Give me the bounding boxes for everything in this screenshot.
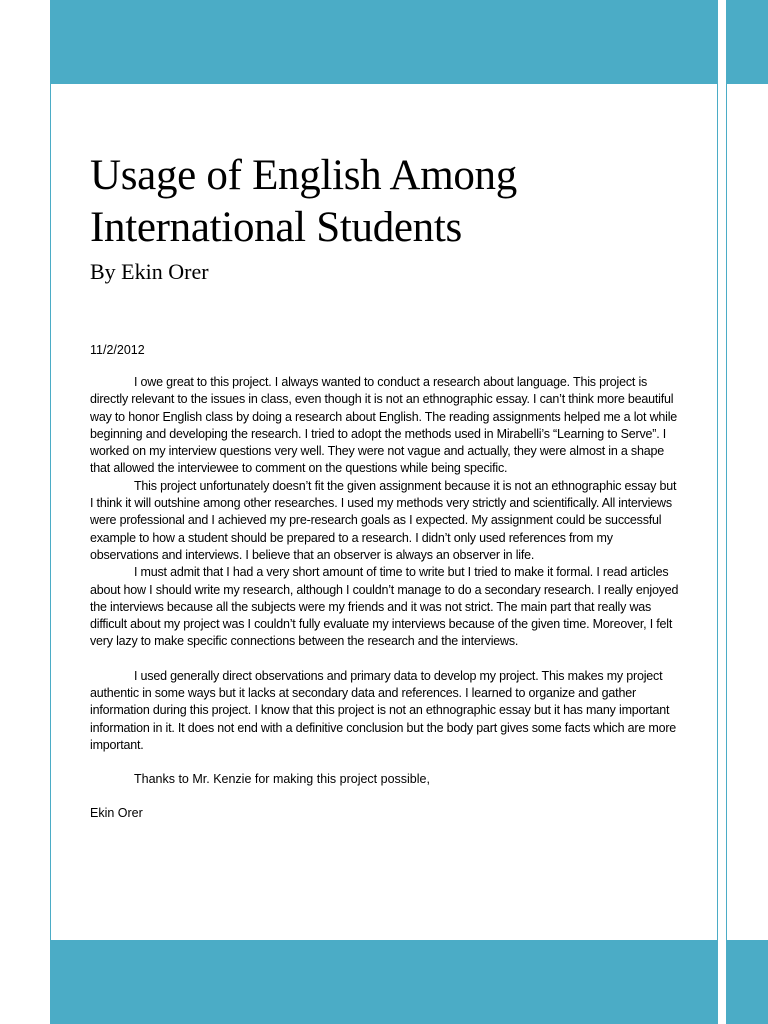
footer-band: [50, 940, 718, 1024]
document-date: 11/2/2012: [90, 343, 145, 357]
footer-band-side: [726, 940, 768, 1024]
document-body: [90, 374, 680, 754]
signature: Ekin Orer: [90, 806, 143, 821]
acknowledgement: Thanks to Mr. Kenzie for making this project possible,: [134, 772, 430, 787]
paragraph: I used generally direct observations and primary data to develop my project. This makes my project authentic in some ways but it lacks at secondary data and references. I learned to organize and gather information during this project. I know that this project is not an ethnographic essay but it has many important information in it. It does not end with a definitive conclusion but the body part gives some facts which are more important.: [90, 668, 677, 752]
right-border-line: [717, 0, 718, 1024]
document-title: [90, 150, 680, 254]
paragraph: This project unfortunately doesn’t fit the given assignment because it is not an ethnographic essay but I think it will outshine among other researches. I used my methods very strictly and scientifically. All interviews were professional and I achieved my pre-research goals as I expected. My assignment could be successful example to how a student should be prepared to a research. I didn’t only used references from my observations and interviews. I believe that an observer is always an observer in life.: [90, 478, 677, 562]
paragraph: I must admit that I had a very short amount of time to write but I tried to make it formal. I read articles about how I should write my research, although I couldn’t manage to do a secondary research. I really enjoyed the interviews because all the subjects were my friends and it was not strict. The main part that really was difficult about my project was I couldn’t fully evaluate my interviews because of the given time. Moreover, I felt very lazy to make specific connections between the research and the interviews.: [90, 565, 679, 649]
title-line-1: Usage of English Among: [90, 152, 517, 199]
right-outer-border-line: [726, 0, 727, 1024]
header-band: [50, 0, 718, 84]
paragraph: I owe great to this project. I always wanted to conduct a research about language. This project is directly relevant to the issues in class, even though it is not an ethnographic essay. I can’t think more beautiful way to honor English class by doing a research about English. The reading assignments helped me a lot while beginning and developing the research. I tried to adopt the methods used in Mirabelli’s “Learning to Serve”. I worked on my interview questions very well. They were not vague and actually, they were almost in a shape that allowed the interviewee to comment on the questions while being specific.: [90, 375, 678, 476]
header-band-side: [726, 0, 768, 84]
author-byline: By Ekin Orer: [90, 259, 209, 284]
left-border-line: [50, 0, 51, 1024]
title-line-2: International Students: [90, 204, 462, 251]
document-content: [90, 150, 680, 822]
